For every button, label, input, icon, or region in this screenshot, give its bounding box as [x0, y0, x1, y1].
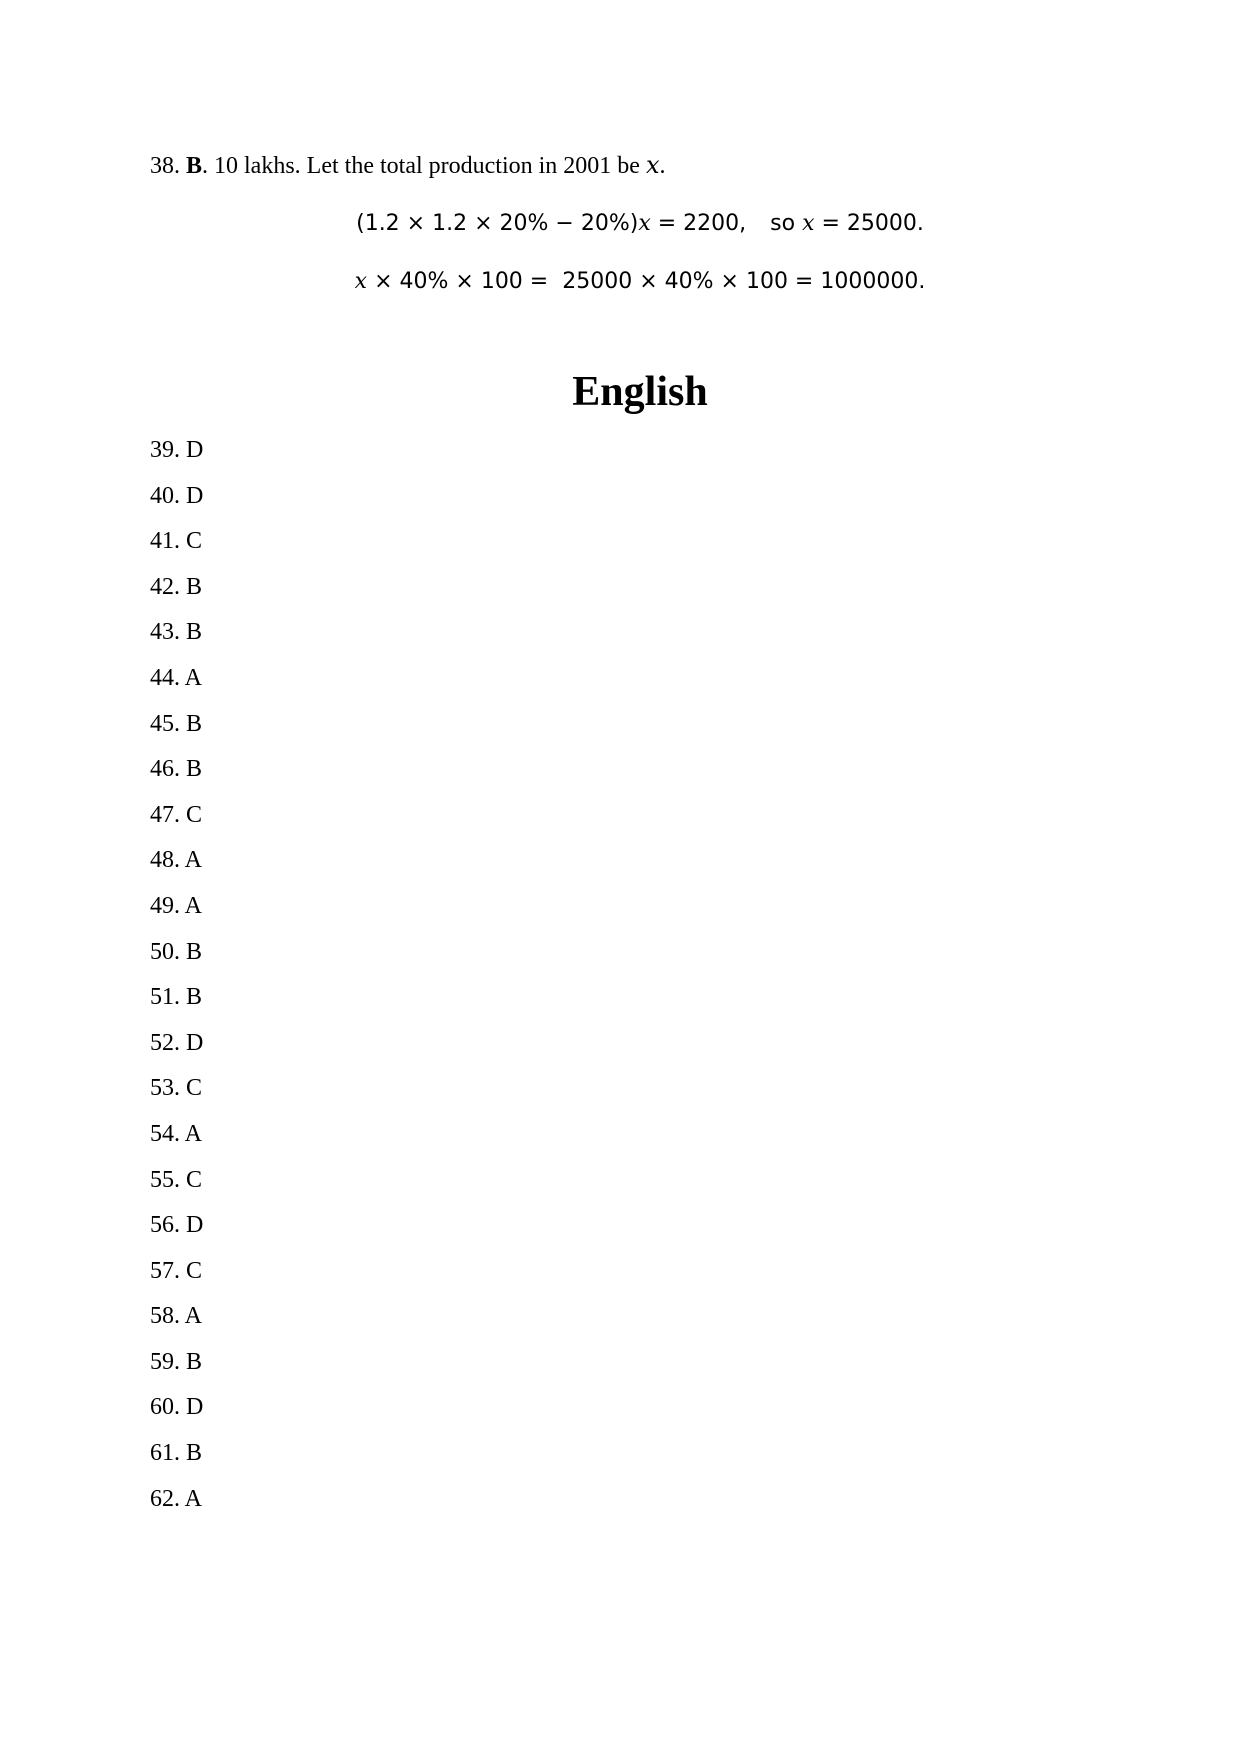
answer-item: 46. B	[150, 756, 203, 783]
answer-item: 48. A	[150, 847, 203, 874]
equation-so: so	[770, 211, 803, 236]
answer-item: 59. B	[150, 1348, 203, 1375]
question-38-explanation	[150, 149, 665, 182]
equation-middle: = 2200,	[650, 211, 747, 236]
section-heading: English	[572, 369, 708, 415]
answer-item: 58. A	[150, 1303, 203, 1330]
answer-item: 55. C	[150, 1166, 203, 1193]
answer-item: 54. A	[150, 1120, 203, 1147]
answer-item: 57. C	[150, 1257, 203, 1284]
equation-right: = 25000.	[814, 211, 924, 236]
answer-item: 62. A	[150, 1485, 203, 1512]
answer-item: 42. B	[150, 573, 203, 600]
equation-variable-2: x	[802, 211, 815, 236]
equation-variable: x	[638, 211, 651, 236]
answer-item: 47. C	[150, 801, 203, 828]
answer-list	[150, 430, 203, 1524]
answer-item: 49. A	[150, 892, 203, 919]
answer-item: 61. B	[150, 1440, 203, 1467]
answer-item: 56. D	[150, 1212, 204, 1239]
question-text: . 10 lakhs. Let the total production in 2001 be	[202, 153, 646, 179]
question-answer: B	[186, 153, 203, 179]
answer-item: 43. B	[150, 619, 203, 646]
answer-item: 39. D	[150, 437, 204, 463]
equation-variable: x	[354, 269, 368, 294]
answer-item: 44. A	[150, 664, 203, 691]
equation-left: (1.2 × 1.2 × 20% − 20%)	[356, 211, 639, 236]
answer-item: 40. D	[150, 482, 204, 509]
question-number: 38.	[150, 153, 180, 179]
variable: x	[645, 151, 660, 179]
equation-line-1	[0, 209, 1241, 239]
answer-item: 50. B	[150, 938, 203, 965]
answer-item: 41. C	[150, 528, 203, 555]
equation-line-2	[0, 267, 1241, 297]
equation-rest: × 40% × 100 = 25000 × 40% × 100 = 1000000.	[367, 269, 926, 294]
answer-item: 60. D	[150, 1394, 204, 1421]
answer-item: 51. B	[150, 984, 203, 1011]
answer-item: 53. C	[150, 1075, 203, 1102]
question-end: .	[659, 153, 666, 179]
answer-item: 45. B	[150, 710, 203, 737]
answer-item: 52. D	[150, 1029, 204, 1056]
